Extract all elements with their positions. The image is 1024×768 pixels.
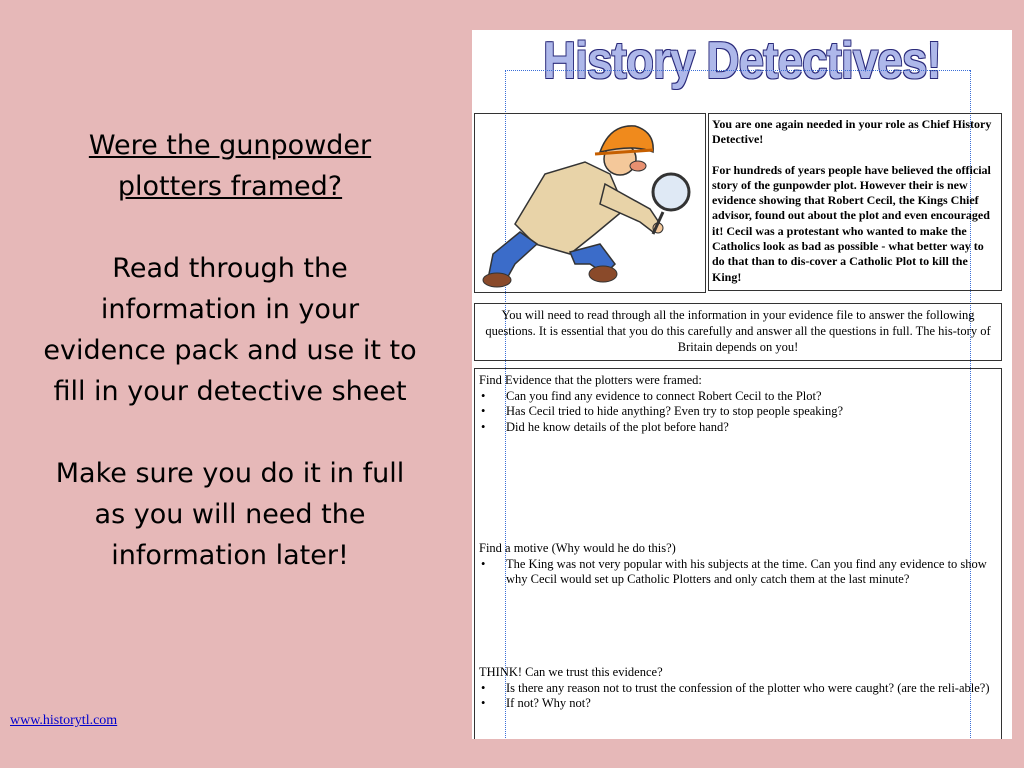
detective-illustration-box — [474, 113, 706, 293]
list-item: • Can you find any evidence to connect Robert Cecil to the Plot? — [479, 389, 997, 405]
worksheet-heading: History Detectives! — [543, 32, 941, 90]
section-motive-heading: Find a motive (Why would he do this?) — [479, 541, 676, 555]
intro-paragraph-2: For hundreds of years people have believed the official story of the gunpowder plot. However their is new evidence showing that Robert Cecil, the Kings Chief advisor, found out about the plot and even encouraged it! Cecil was a protestant who wanted to make the Catholics look as bad as possible - what better way to do that than to dis-cover a Catholic Plot to kill the King! — [712, 162, 991, 284]
layout-guide-top — [505, 70, 970, 71]
list-item: • Has Cecil tried to hide anything? Even try to stop people speaking? — [479, 404, 997, 420]
slide-text — [40, 125, 420, 576]
list-item: • Did he know details of the plot before hand? — [479, 420, 997, 436]
intro-paragraph-1: You are one again needed in your role as Chief History Detective! — [712, 117, 992, 147]
list-item: • The King was not very popular with his subjects at the time. Can you find any evidence to show why Cecil would set up Catholic Plotters and only catch them at the last minute? — [479, 557, 997, 588]
slide-paragraph-1: Read through the information in your evidence pack and use it to fill in your detective sheet — [43, 253, 417, 407]
section-motive — [479, 541, 997, 588]
list-item: • Is there any reason not to trust the confession of the plotter who were caught? (are the reli-able?) — [479, 681, 997, 697]
website-link[interactable]: www.historytl.com — [10, 713, 118, 728]
tasks-box — [474, 368, 1002, 739]
slide-paragraph-2: Make sure you do it in full as you will need the information later! — [55, 458, 405, 571]
section-evidence-heading: Find Evidence that the plotters were framed: — [479, 373, 702, 387]
list-item: • If not? Why not? — [479, 696, 997, 712]
section-think-heading: THINK! Can we trust this evidence? — [479, 665, 663, 679]
slide-title: Were the gunpowder plotters framed? — [88, 130, 372, 202]
instructions-box — [474, 303, 1002, 361]
intro-text-box — [708, 113, 1002, 291]
section-think — [479, 665, 997, 712]
section-evidence — [479, 373, 997, 435]
instructions-text: You will need to read through all the information in your evidence file to answer the following questions. It is essential that you do this carefully and answer all the questions in full. The his-tory of Britain depends on you! — [485, 308, 991, 354]
worksheet — [472, 30, 1012, 739]
detective-illustration — [475, 114, 705, 292]
